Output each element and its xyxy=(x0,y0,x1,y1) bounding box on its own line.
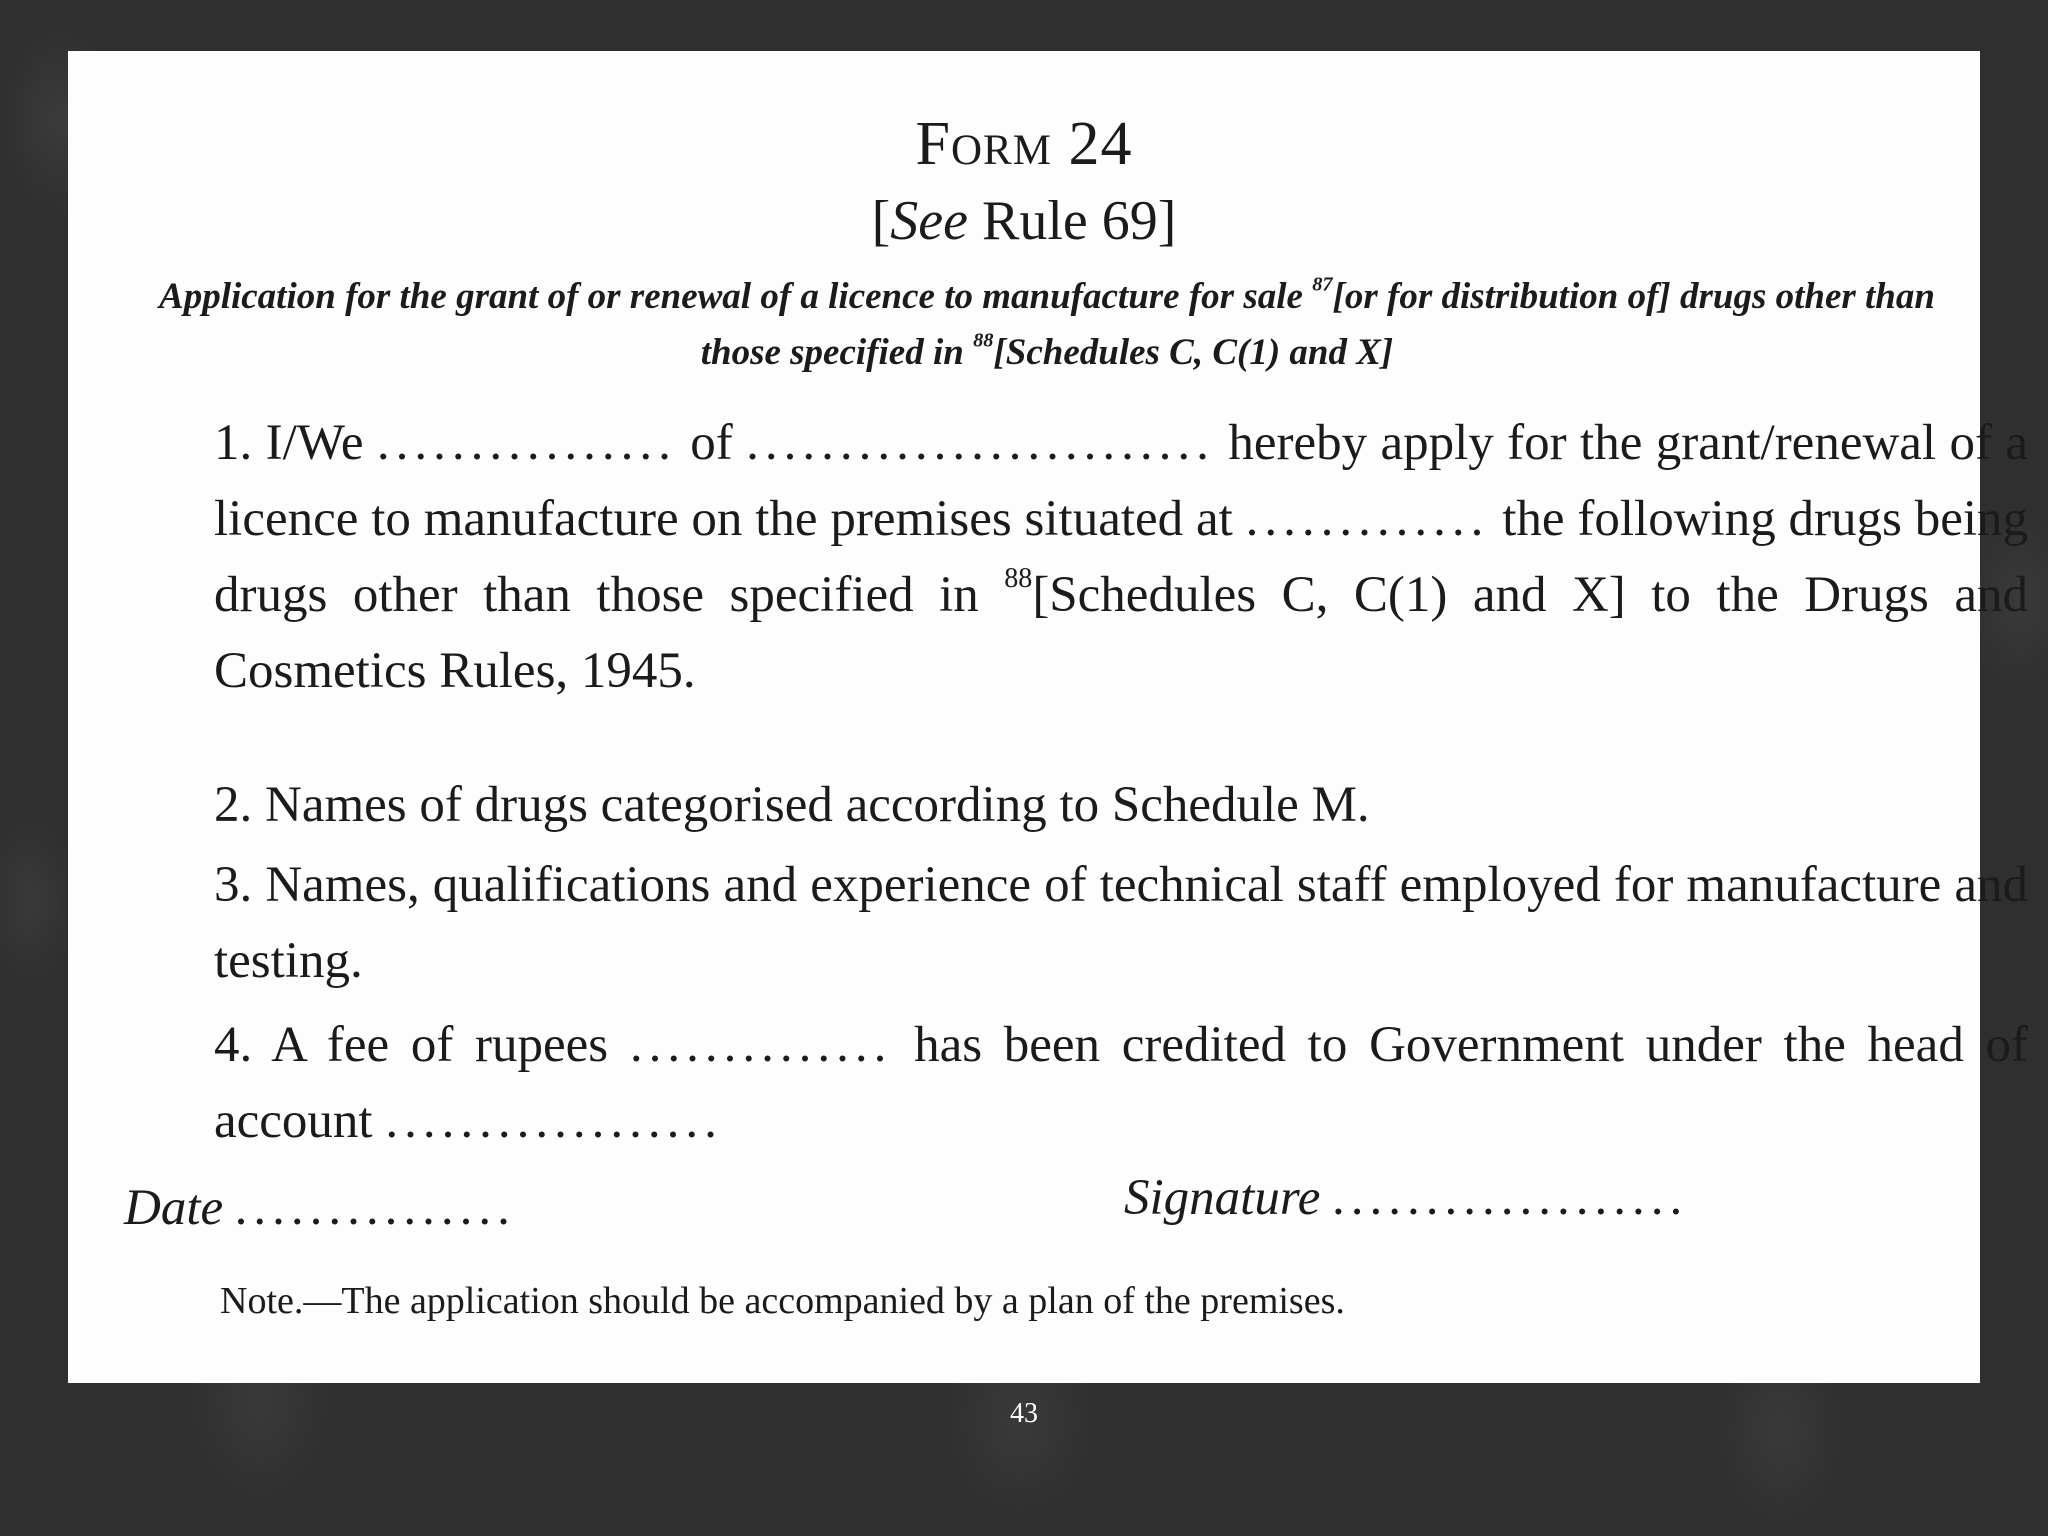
item1-text-d: the following drugs being drugs other than those specified in xyxy=(214,491,2029,623)
date-label: Date xyxy=(124,1180,224,1236)
form-item-4 xyxy=(116,1007,2028,1159)
footnote-ref-88: 88 xyxy=(973,329,994,352)
form-item-3: 3. Names, qualifications and experience of technical staff employed for manufacture and testing. xyxy=(214,857,2028,989)
item1-text-e: [Schedules C, C(1) and X] to the Drugs and Cosmetics Rules, 1945. xyxy=(214,567,2029,699)
footnote-ref-87: 87 xyxy=(1312,273,1333,296)
form-title: Form 24 xyxy=(915,110,1133,178)
subtitle-part3: [Schedules C, C(1) and X] xyxy=(993,332,1394,373)
item4-text-b: has been credited to Government under the head of account xyxy=(214,1017,2029,1149)
form-subtitle xyxy=(142,269,1952,381)
rule-see: See xyxy=(890,190,968,252)
item1-text-c: hereby apply for the grant/renewal of a licence to manufacture on the premises situated at xyxy=(214,415,2029,547)
subtitle-part2: [or for distribution of] drugs other than those specified in xyxy=(700,276,1935,373)
subtitle-part1: Application for the grant of or renewal of a licence to manufacture for sale xyxy=(159,276,1313,317)
rule-suffix: Rule 69] xyxy=(967,190,1177,252)
rule-prefix: [ xyxy=(871,190,891,252)
date-blank: ............... xyxy=(235,1180,518,1236)
signature-line xyxy=(1124,1169,1689,1227)
item1-text-a: 1. I/We xyxy=(214,415,377,471)
account-head-blank: .................. xyxy=(385,1093,723,1149)
form-item-1 xyxy=(116,405,2028,709)
form-rule-reference xyxy=(68,189,1980,253)
form-note: Note.—The application should be accompanied by a plan of the premises. xyxy=(220,1280,1345,1322)
form-document-image xyxy=(68,51,2029,1383)
page-number: 43 xyxy=(1010,1398,1038,1429)
item1-text-b: of xyxy=(676,415,747,471)
item1-footnote-ref: 88 xyxy=(1004,563,1033,595)
applicant-address-blank: ......................... xyxy=(746,415,1215,471)
form-item-2: 2. Names of drugs categorised according to Schedule M. xyxy=(214,777,1370,833)
date-line xyxy=(124,1179,517,1237)
signature-label: Signature xyxy=(1124,1170,1321,1226)
applicant-name-blank: ................ xyxy=(376,415,677,471)
fee-amount-blank: .............. xyxy=(629,1017,893,1073)
item4-text-a: 4. A fee of rupees xyxy=(214,1017,630,1073)
premises-blank: ............. xyxy=(1245,491,1490,547)
signature-blank: ................... xyxy=(1333,1170,1690,1226)
